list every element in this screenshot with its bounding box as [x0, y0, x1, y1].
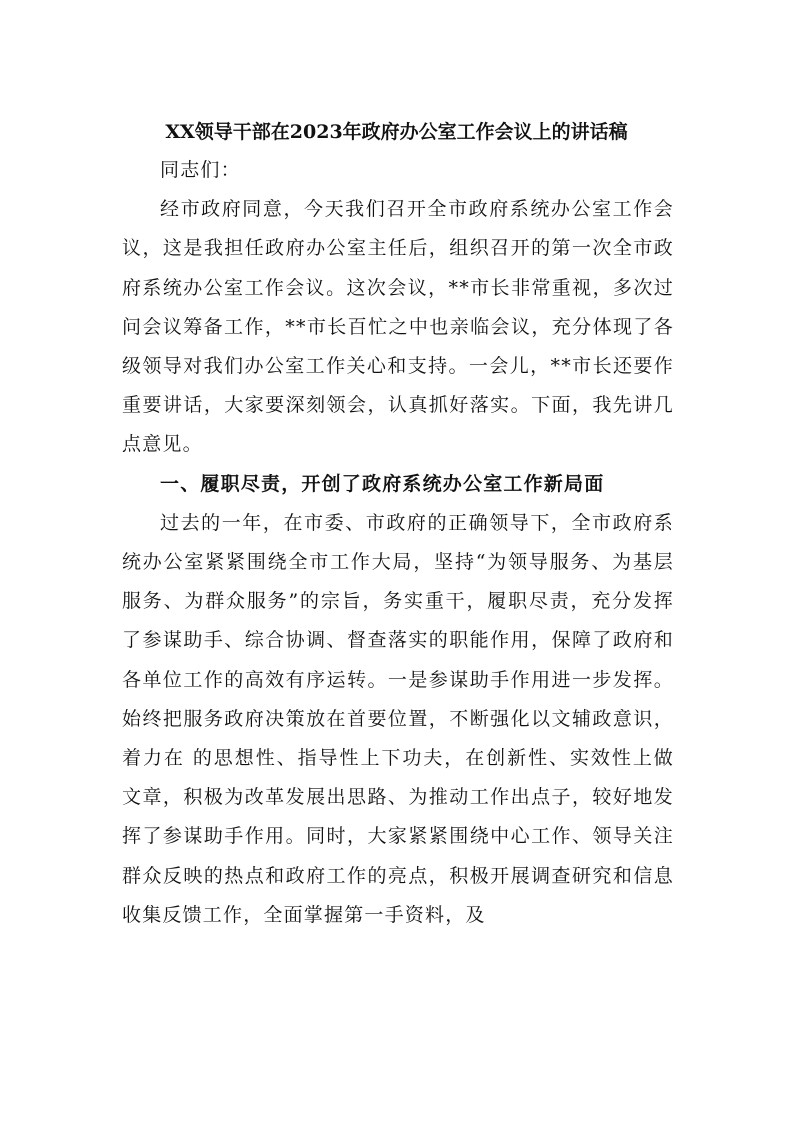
document-body	[122, 151, 674, 935]
document-title: XX领导干部在2023年政府办公室工作会议上的讲话稿	[165, 121, 628, 143]
salutation: 同志们：	[160, 159, 241, 181]
section-heading: 一、履职尽责，开创了政府系统办公室工作新局面	[160, 472, 605, 495]
intro-paragraph: 经市政府同意，今天我们召开全市政府系统办公室工作会议，这是我担任政府办公室主任后，组织召开的第一次全市政府系统办公室工作会议。这次会议，**市长非常重视，多次过问会议筹备工作，**市长百忙之中也亲临会议，充分体现了各级领导对我们办公室工作关心和支持。一会儿，**市长还要作重要讲话，大家要深刻领会，认真抓好落实。下面，我先讲几点意见。	[122, 198, 674, 456]
section-paragraph: 过去的一年，在市委、市政府的正确领导下，全市政府系统办公室紧紧围绕全市工作大局，坚持“为领导服务、为基层服务、为群众服务”的宗旨，务实重干，履职尽责，充分发挥了参谋助手、综合协调、督查落实的职能作用，保障了政府和各单位工作的高效有序运转。一是参谋助手作用进一步发挥。始终把服务政府决策放在首要位置，不断强化以文辅政意识，着力在 的思想性、指导性上下功夫，在创新性、实效性上做文章，积极为改革发展出思路、为推动工作出点子，较好地发挥了参谋助手作用。同时，大家紧紧围绕中心工作、领导关注群众反映的热点和政府工作的亮点，积极开展调查研究和信息收集反馈工作，全面掌握第一手资料，及	[122, 511, 674, 926]
